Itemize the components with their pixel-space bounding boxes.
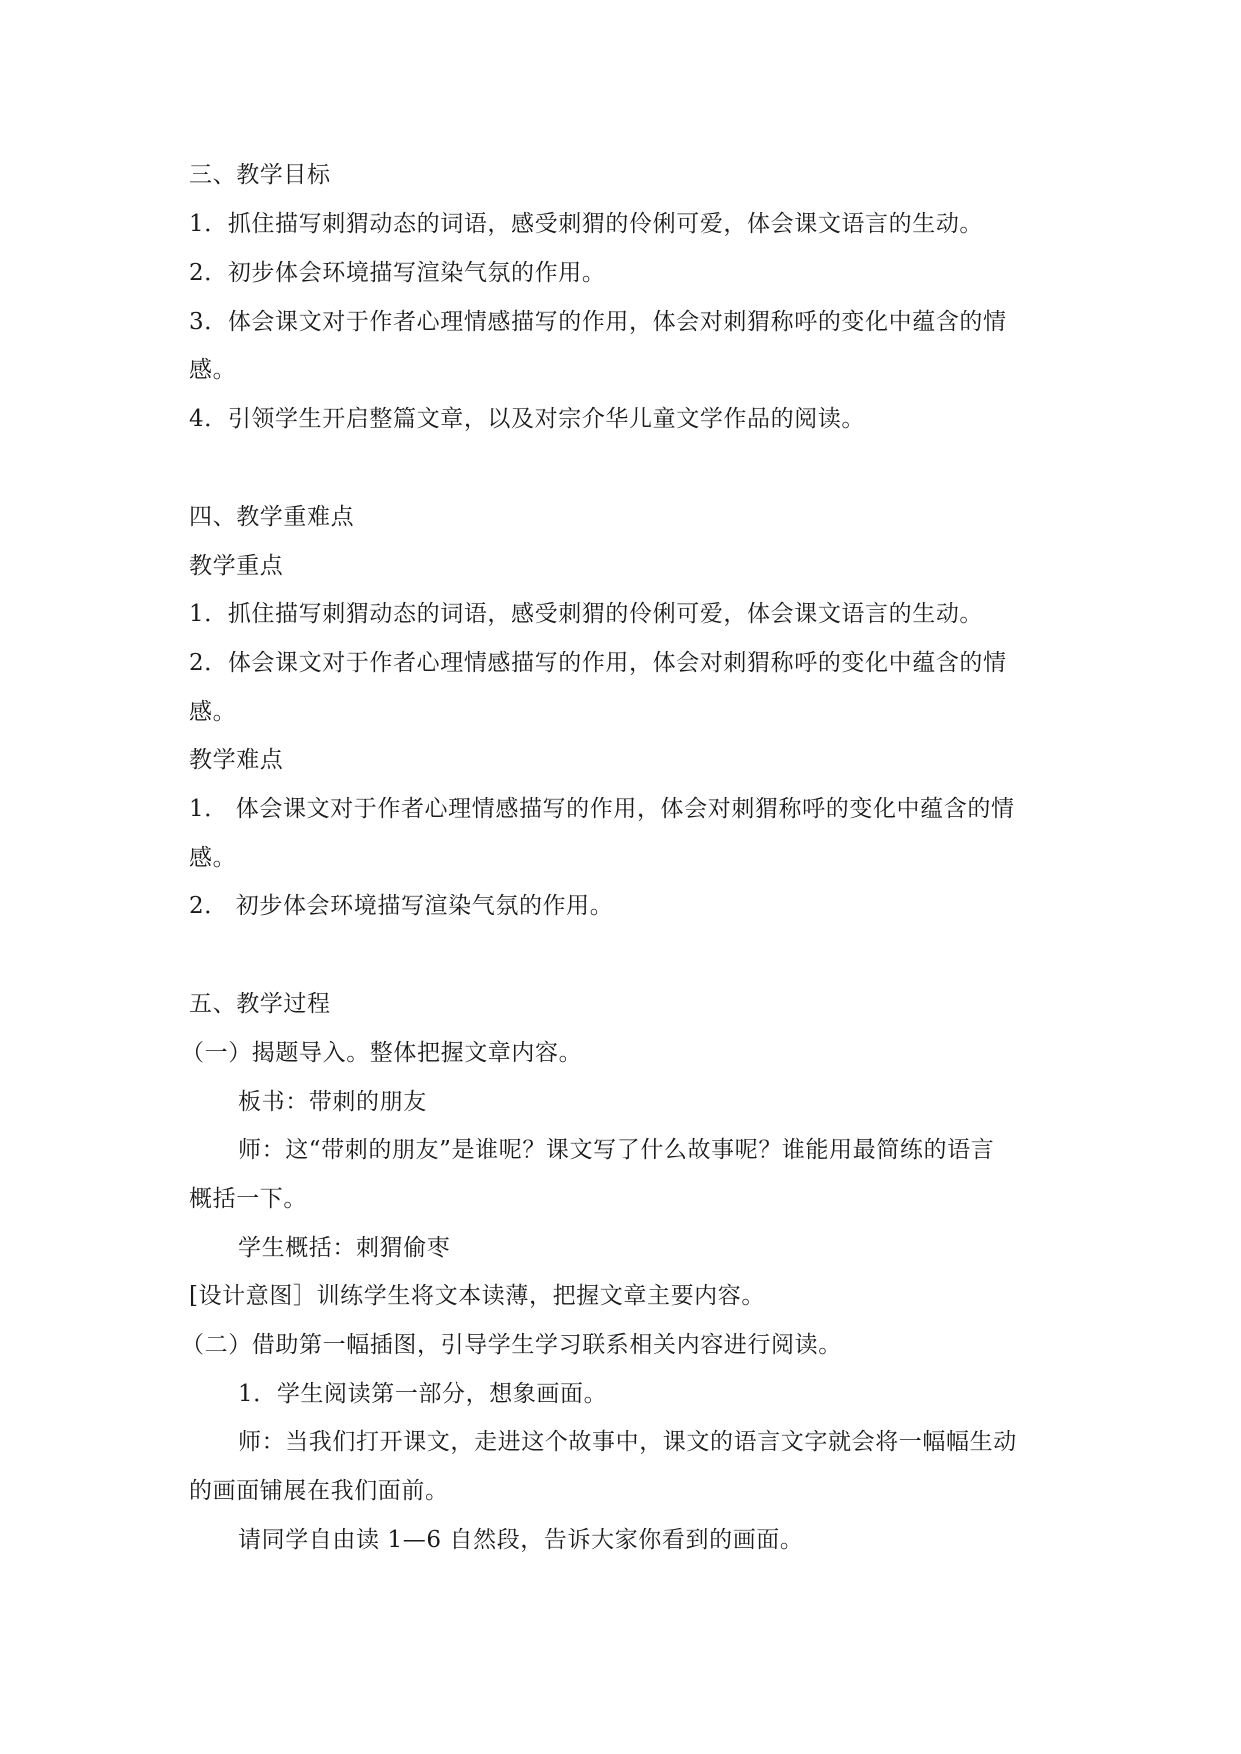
section5-heading: 五、教学过程 <box>189 991 331 1017</box>
key-point-2-cont: 感。 <box>189 699 237 725</box>
difficult-points-label: 教学难点 <box>189 747 284 773</box>
design-intent: [设计意图］训练学生将文本读薄，把握文章主要内容。 <box>189 1283 765 1309</box>
key-point-2: 2．体会课文对于作者心理情感描写的作用，体会对刺猬称呼的变化中蕴含的情 <box>189 650 1007 676</box>
section3-item-3: 3．体会课文对于作者心理情感描写的作用，体会对刺猬称呼的变化中蕴含的情 <box>189 309 1007 335</box>
step-1: 1．学生阅读第一部分，想象画面。 <box>238 1381 608 1407</box>
teacher-question-1-cont: 概括一下。 <box>189 1186 307 1212</box>
teacher-statement-2: 师：当我们打开课文，走进这个故事中，课文的语言文字就会将一幅幅生动 <box>238 1429 1017 1455</box>
reading-instruction: 请同学自由读 1—6 自然段，告诉大家你看到的画面。 <box>238 1527 804 1553</box>
board-writing: 板书：带刺的朋友 <box>238 1089 427 1115</box>
part1-title: （一）揭题导入。整体把握文章内容。 <box>181 1040 583 1066</box>
key-points-label: 教学重点 <box>189 553 284 579</box>
part2-title: （二）借助第一幅插图，引导学生学习联系相关内容进行阅读。 <box>181 1332 842 1358</box>
difficult-point-2: 2． 初步体会环境描写渲染气氛的作用。 <box>189 893 614 919</box>
difficult-point-1-cont: 感。 <box>189 845 237 871</box>
section3-heading: 三、教学目标 <box>189 162 331 188</box>
difficult-point-1: 1． 体会课文对于作者心理情感描写的作用，体会对刺猬称呼的变化中蕴含的情 <box>189 796 1015 822</box>
key-point-1: 1．抓住描写刺猬动态的词语，感受刺猬的伶俐可爱，体会课文语言的生动。 <box>189 601 984 627</box>
section3-item-3-cont: 感。 <box>189 357 237 383</box>
student-summary: 学生概括：刺猬偷枣 <box>238 1235 451 1261</box>
teacher-question-1: 师：这“带刺的朋友”是谁呢？课文写了什么故事呢？谁能用最简练的语言 <box>238 1137 995 1163</box>
section3-item-2: 2．初步体会环境描写渲染气氛的作用。 <box>189 260 606 286</box>
section3-item-4: 4．引领学生开启整篇文章，以及对宗介华儿童文学作品的阅读。 <box>189 406 866 432</box>
section3-item-1: 1．抓住描写刺猬动态的词语，感受刺猬的伶俐可爱，体会课文语言的生动。 <box>189 211 984 237</box>
teacher-statement-2-cont: 的画面铺展在我们面前。 <box>189 1478 449 1504</box>
section4-heading: 四、教学重难点 <box>189 504 355 530</box>
